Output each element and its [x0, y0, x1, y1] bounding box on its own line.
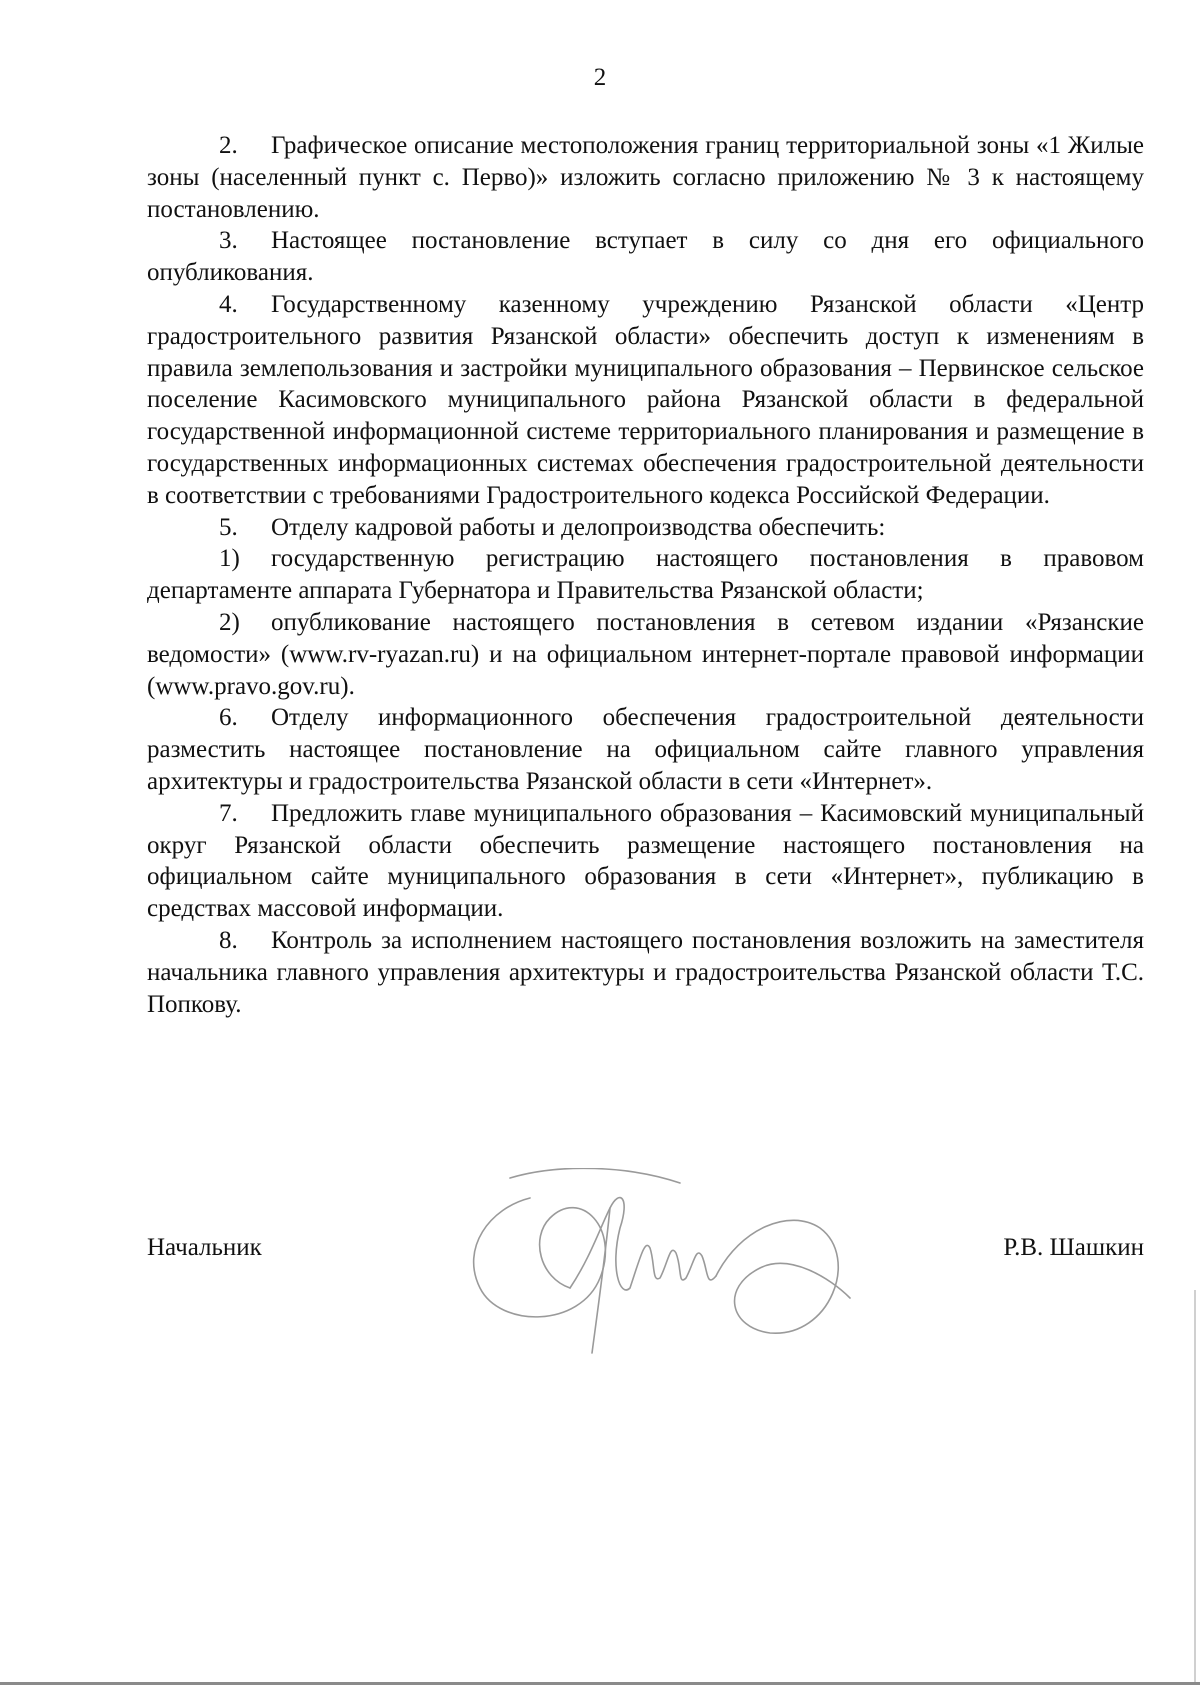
signature-block	[147, 1232, 1144, 1272]
paragraph-text: Графическое описание местоположения границ территориальной зоны «1 Жилые зоны (населенный пункт с. Перво)» изложить согласно приложению № 3 к настоящему постановлению.	[147, 132, 1144, 223]
paragraph-6	[147, 702, 1144, 797]
scan-bottom-line	[0, 1682, 1200, 1685]
paragraph-text: Контроль за исполнением настоящего постановления возложить на заместителя начальника главного управления архитектуры и градостроительства Рязанской области Т.С. Попкову.	[147, 926, 1144, 1018]
paragraph-5-1	[147, 543, 1144, 607]
paragraph-8	[147, 925, 1144, 1020]
paragraph-number: 7.	[219, 799, 238, 827]
scan-edge-shadow	[1194, 1290, 1196, 1682]
paragraph-3	[147, 225, 1144, 289]
paragraph-text: Государственному казенному учреждению Рязанской области «Центр градостроительного развития Рязанской области» обеспечить доступ к изменениям в правила землепользования и застройки муниципального образования – Первинское сельское поселение Касимовского муниципального района Рязанской области в федеральной государственной информационной системе территориального планирования и размещение в государственных информационных системах обеспечения градостроительной деятельности в соответствии с требованиями Градостроительного кодекса Российской Федерации.	[147, 290, 1144, 509]
paragraph-2	[147, 130, 1144, 225]
paragraph-7	[147, 798, 1144, 925]
paragraph-number: 2.	[219, 132, 238, 159]
paragraph-number: 8.	[219, 926, 238, 954]
document-body	[147, 130, 1144, 1020]
paragraph-text: Предложить главе муниципального образования – Касимовский муниципальный округ Рязанской области обеспечить размещение настоящего постановления на официальном сайте муниципального образования в сети «Интернет», публикацию в средствах массовой информации.	[147, 799, 1144, 923]
paragraph-4	[147, 289, 1144, 512]
paragraph-5-2	[147, 607, 1144, 702]
paragraph-number: 6.	[219, 704, 238, 732]
page-number: 2	[593, 64, 607, 91]
paragraph-text: Отделу кадровой работы и делопроизводства обеспечить:	[271, 513, 886, 541]
paragraph-number: 2)	[219, 608, 240, 636]
paragraph-text: Настоящее постановление вступает в силу со дня его официального опубликования.	[147, 227, 1144, 287]
paragraph-number: 1)	[219, 545, 240, 573]
paragraph-number: 5.	[219, 513, 238, 541]
signature-upper-stroke	[510, 1168, 680, 1183]
signer-name: Р.В. Шашкин	[1003, 1234, 1144, 1261]
paragraph-number: 3.	[219, 227, 238, 255]
paragraph-text: Отделу информационного обеспечения градостроительной деятельности разместить настоящее постановление на официальном сайте главного управления архитектуры и градостроительства Рязанской области в сети «Интернет».	[147, 704, 1144, 795]
paragraph-number: 4.	[219, 290, 238, 318]
paragraph-text: государственную регистрацию настоящего постановления в правовом департаменте аппарата Губернатора и Правительства Рязанской области;	[147, 545, 1144, 605]
paragraph-5	[147, 512, 1144, 544]
signer-title: Начальник	[147, 1234, 262, 1261]
paragraph-text: опубликование настоящего постановления в сетевом издании «Рязанские ведомости» (www.rv-ryazan.ru) и на официальном интернет-портале правовой информации (www.pravo.gov.ru).	[147, 608, 1144, 700]
